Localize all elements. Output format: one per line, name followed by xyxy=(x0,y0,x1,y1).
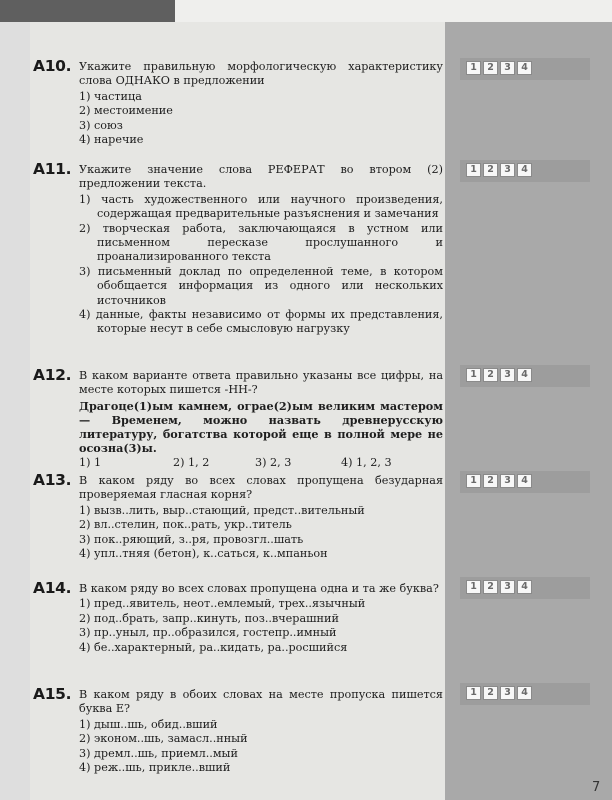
answer-grid-a11[interactable] xyxy=(466,163,534,177)
option-item: 4) бе..характерный, ра..кидать, ра..росшийся xyxy=(79,640,348,654)
option-item: 4) реж..шь, прикле..вший xyxy=(79,761,231,775)
question-number: A12. xyxy=(33,366,72,384)
option-item: 2) 1, 2 xyxy=(173,455,210,469)
option-item: 1) частица xyxy=(79,89,142,103)
answer-grid-a14[interactable] xyxy=(466,580,534,594)
scan-shadow xyxy=(0,0,175,22)
option-item: 1) вызв..лить, выр..стающий, предст..вительный xyxy=(79,503,365,517)
answer-box-2[interactable]: 2 xyxy=(483,474,498,488)
answer-box-1[interactable]: 1 xyxy=(466,474,481,488)
option-item: 2) эконом..шь, замасл..нный xyxy=(79,732,248,746)
option-item: 3) письменный доклад по определенной теме, в котором обобщается информация из одного или нескольких источников xyxy=(79,264,443,307)
answer-box-2[interactable]: 2 xyxy=(483,61,498,75)
option-item: 2) местоимение xyxy=(79,104,173,118)
answer-box-1[interactable]: 1 xyxy=(466,368,481,382)
option-item: 1) пред..явитель, неот..емлемый, трех..язычный xyxy=(79,597,366,611)
answer-box-3[interactable]: 3 xyxy=(500,61,515,75)
option-item: 1) часть художественного или научного произведения, содержащая предварительные разъяснения и замечания xyxy=(79,192,443,221)
option-item: 3) пр..уныл, пр..образился, гостепр..имный xyxy=(79,626,337,640)
answer-box-3[interactable]: 3 xyxy=(500,163,515,177)
question-prompt: В каком ряду во всех словах пропущена безударная проверяемая гласная корня? xyxy=(79,474,443,502)
answer-box-1[interactable]: 1 xyxy=(466,61,481,75)
answer-box-3[interactable]: 3 xyxy=(500,686,515,700)
question-a15 xyxy=(33,685,443,775)
question-a10 xyxy=(33,57,443,147)
option-item: 4) 1, 2, 3 xyxy=(341,455,392,469)
option-list xyxy=(79,504,443,562)
answer-box-1[interactable]: 1 xyxy=(466,163,481,177)
answer-box-2[interactable]: 2 xyxy=(483,686,498,700)
question-number: A14. xyxy=(33,579,72,597)
question-a14 xyxy=(33,579,443,655)
answer-box-3[interactable]: 3 xyxy=(500,368,515,382)
question-prompt: В каком ряду в обоих словах на месте пропуска пишется буква Е? xyxy=(79,688,443,716)
page-number: 7 xyxy=(592,780,601,795)
answer-box-2[interactable]: 2 xyxy=(483,368,498,382)
option-item: 3) союз xyxy=(79,118,123,132)
option-item: 3) пок..ряющий, з..ря, провозгл..шать xyxy=(79,532,304,546)
question-prompt: В каком ряду во всех словах пропущена одна и та же буква? xyxy=(79,582,439,595)
answer-box-2[interactable]: 2 xyxy=(483,580,498,594)
option-item: 1) 1 xyxy=(79,455,102,469)
question-number: A10. xyxy=(33,57,72,75)
answer-grid-a12[interactable] xyxy=(466,368,534,382)
option-item: 1) дыш..шь, обид..вший xyxy=(79,717,218,731)
answer-box-4[interactable]: 4 xyxy=(517,686,532,700)
answer-box-4[interactable]: 4 xyxy=(517,61,532,75)
question-a11 xyxy=(33,160,443,337)
question-number: A15. xyxy=(33,685,72,703)
left-margin xyxy=(0,22,30,800)
question-number: A11. xyxy=(33,160,72,178)
answer-box-4[interactable]: 4 xyxy=(517,474,532,488)
answer-grid-a13[interactable] xyxy=(466,474,534,488)
answer-box-1[interactable]: 1 xyxy=(466,686,481,700)
option-list xyxy=(79,90,443,148)
answer-box-4[interactable]: 4 xyxy=(517,368,532,382)
option-list xyxy=(79,193,443,337)
option-list xyxy=(79,718,443,776)
question-number: A13. xyxy=(33,471,72,489)
answer-box-4[interactable]: 4 xyxy=(517,163,532,177)
answer-box-3[interactable]: 3 xyxy=(500,580,515,594)
question-prompt: В каком варианте ответа правильно указаны все цифры, на месте которых пишется -НН-? xyxy=(79,369,443,397)
option-item: 2) творческая работа, заключающаяся в устном или письменном пересказе прослушанного и проанализированного текста xyxy=(79,221,443,264)
answer-box-2[interactable]: 2 xyxy=(483,163,498,177)
option-item: 4) данные, факты независимо от формы их представления, которые несут в себе смысловую нагрузку xyxy=(79,308,443,336)
option-item: 4) упл..тняя (бетон), к..саться, к..мпаньон xyxy=(79,547,328,561)
option-item: 2) вл..стелин, пок..рать, укр..титель xyxy=(79,518,292,532)
example-sentence: Драгоце(1)ым камнем, ограе(2)ым великим мастером — Временем, можно назвать древнерусскую литературу, богатства которой еще в полной мере не осозна(3)ы. xyxy=(79,398,443,455)
question-prompt: Укажите значение слова РЕФЕРАТ во втором (2) предложении текста. xyxy=(79,163,443,191)
question-a13 xyxy=(33,471,443,561)
option-item: 4) наречие xyxy=(79,133,144,147)
answer-grid-a15[interactable] xyxy=(466,686,534,700)
answer-grid-a10[interactable] xyxy=(466,61,534,75)
answer-box-4[interactable]: 4 xyxy=(517,580,532,594)
answer-box-1[interactable]: 1 xyxy=(466,580,481,594)
option-item: 2) под..брать, запр..кинуть, поз..вчерашний xyxy=(79,611,339,625)
option-item: 3) 2, 3 xyxy=(255,455,292,469)
option-list xyxy=(79,456,443,470)
question-prompt: Укажите правильную морфологическую характеристику слова ОДНАКО в предложении xyxy=(79,60,443,88)
option-list xyxy=(79,597,443,655)
answer-box-3[interactable]: 3 xyxy=(500,474,515,488)
question-a12 xyxy=(33,366,443,470)
option-item: 3) дремл..шь, приемл..мый xyxy=(79,746,238,760)
